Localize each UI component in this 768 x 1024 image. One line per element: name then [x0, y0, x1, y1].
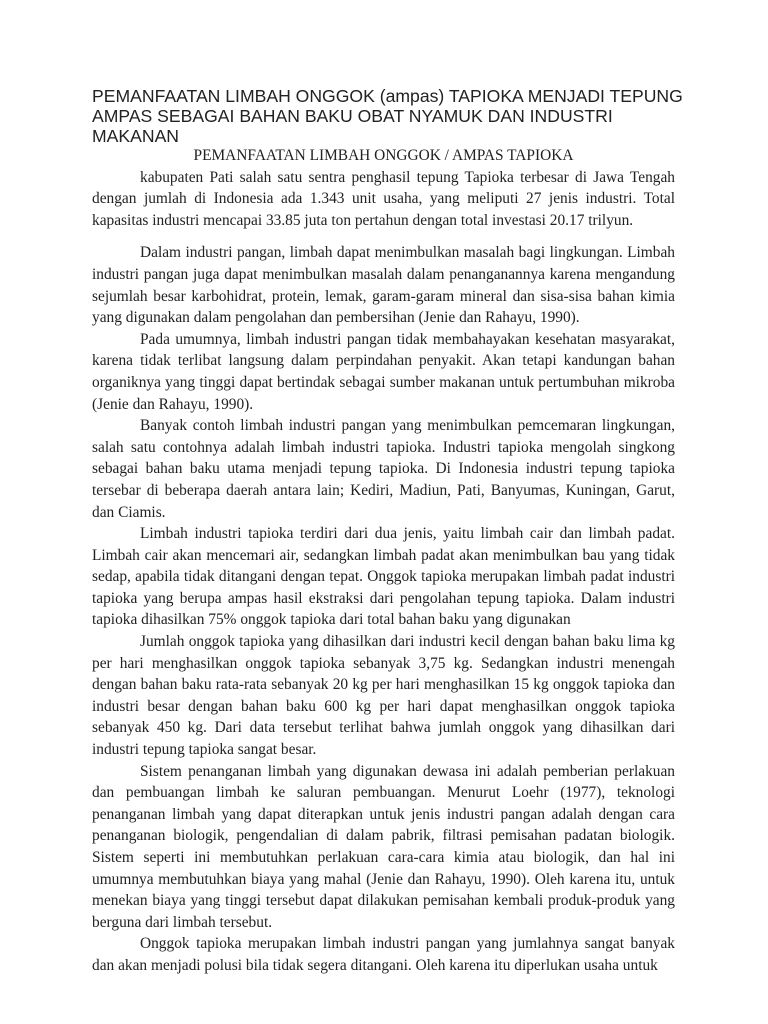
document-body: [92, 145, 675, 977]
paragraph-6: Jumlah onggok tapioka yang dihasilkan dari industri kecil dengan bahan baku lima kg per hari menghasilkan onggok tapioka sebanyak 3,75 kg. Sedangkan industri menengah dengan bahan baku rata-rata sebanyak 20 kg per hari menghasilkan 15 kg onggok tapioka dan industri besar dengan bahan baku 600 kg per hari dapat menghasilkan onggok tapioka sebanyak 450 kg. Dari data tersebut terlihat bahwa jumlah onggok yang dihasilkan dari industri tepung tapioka sangat besar.: [92, 633, 675, 759]
paragraph-8: Onggok tapioka merupakan limbah industri pangan yang jumlahnya sangat banyak dan akan menjadi polusi bila tidak segera ditangani. Oleh karena itu diperlukan usaha untuk: [92, 935, 675, 974]
document-title: PEMANFAATAN LIMBAH ONGGOK (ampas) TAPIOKA MENJADI TEPUNG AMPAS SEBAGAI BAHAN BAKU OBAT NYAMUK DAN INDUSTRI MAKANAN: [92, 86, 683, 146]
paragraph-5: Limbah industri tapioka terdiri dari dua jenis, yaitu limbah cair dan limbah padat. Limbah cair akan mencemari air, sedangkan limbah padat akan menimbulkan bau yang tidak sedap, apabila tidak ditangani dengan tepat. Onggok tapioka merupakan limbah padat industri tapioka yang berupa ampas hasil ekstraksi dari pengolahan tepung tapioka. Dalam industri tapioka dihasilkan 75% onggok tapioka dari total bahan baku yang digunakan: [92, 525, 675, 629]
paragraph-7: Sistem penanganan limbah yang digunakan dewasa ini adalah pemberian perlakuan dan pembuangan limbah ke saluran pembuangan. Menurut Loehr (1977), teknologi penanganan limbah yang dapat diterapkan untuk jenis industri pangan adalah dengan cara penanganan biologik, pengendalian di dalam pabrik, filtrasi pemisahan padatan biologik. Sistem seperti ini membutuhkan perlakuan cara-cara kimia atau biologik, dan hal ini umumnya membutuhkan biaya yang mahal (Jenie dan Rahayu, 1990). Oleh karena itu, untuk menekan biaya yang tinggi tersebut dapat dilakukan pemisahan kembali produk-produk yang berguna dari limbah tersebut.: [92, 762, 675, 931]
section-subheading: PEMANFAATAN LIMBAH ONGGOK / AMPAS TAPIOKA: [193, 147, 574, 164]
paragraph-1: kabupaten Pati salah satu sentra penghasil tepung Tapioka terbesar di Jawa Tengah dengan jumlah di Indonesia ada 1.343 unit usaha, yang meliputi 27 jenis industri. Total kapasitas industri mencapai 33.85 juta ton pertahun dengan total investasi 20.17 trilyun.: [92, 168, 675, 229]
paragraph-4: Banyak contoh limbah industri pangan yang menimbulkan pemcemaran lingkungan, salah satu contohnya adalah limbah industri tapioka. Industri tapioka mengolah singkong sebagai bahan baku utama menjadi tepung tapioka. Di Indonesia industri tepung tapioka tersebar di beberapa daerah antara lain; Kediri, Madiun, Pati, Banyumas, Kuningan, Garut, dan Ciamis.: [92, 417, 675, 521]
paragraph-3: Pada umumnya, limbah industri pangan tidak membahayakan kesehatan masyarakat, karena tidak terlibat langsung dalam perpindahan penyakit. Akan tetapi kandungan bahan organiknya yang tinggi dapat bertindak sebagai sumber makanan untuk pertumbuhan mikroba (Jenie dan Rahayu, 1990).: [92, 330, 675, 413]
paragraph-2: Dalam industri pangan, limbah dapat menimbulkan masalah bagi lingkungan. Limbah industri pangan juga dapat menimbulkan masalah dalam penanganannya karena mengandung sejumlah besar karbohidrat, protein, lemak, garam-garam mineral dan sisa-sisa bahan kimia yang digunakan dalam pengolahan dan pembersihan (Jenie dan Rahayu, 1990).: [92, 244, 675, 327]
